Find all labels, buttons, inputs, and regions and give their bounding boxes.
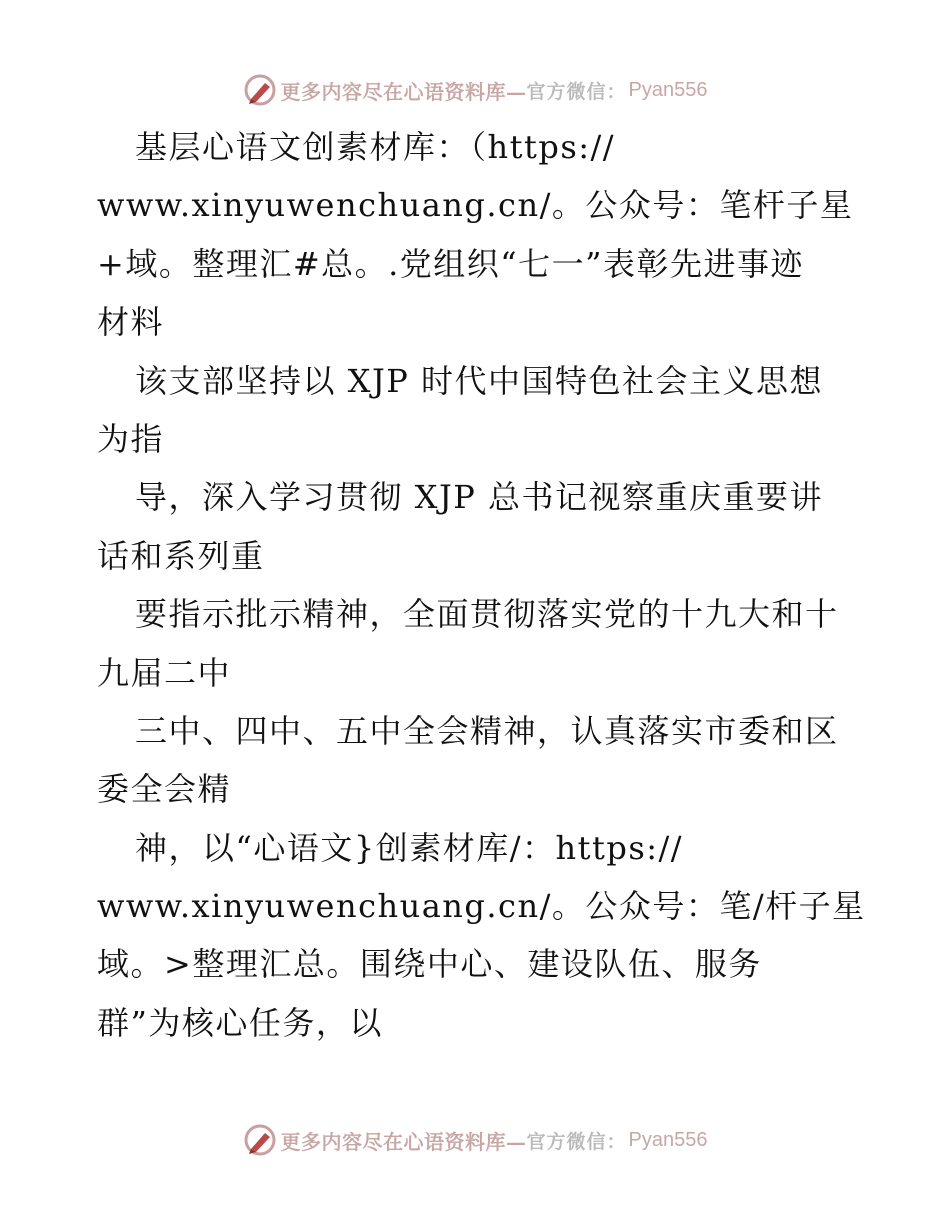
text-line: 话和系列重 xyxy=(97,536,265,575)
banner-wechat-id: Pyan556 xyxy=(628,78,708,101)
pen-logo-icon xyxy=(243,1123,277,1157)
text-line: 神，以“心语文}创素材库/：https:// xyxy=(135,828,684,867)
banner-wechat-label: 官方微信： xyxy=(526,1130,627,1153)
banner-main-text: 更多内容尽在心语资料库— xyxy=(280,79,527,104)
footer-banner xyxy=(0,1120,950,1160)
text-line: 材料 xyxy=(97,303,165,342)
text-line: 该支部坚持以 XJP 时代中国特色社会主义思想 xyxy=(135,361,823,400)
text-line: +域。整理汇#总。.党组织“七一”表彰先进事迹 xyxy=(97,244,805,283)
text-line: 域。>整理汇总。围绕中心、建设队伍、服务 xyxy=(97,945,762,984)
text-line: 要指示批示精神，全面贯彻落实党的十九大和十 xyxy=(135,595,839,634)
text-line: www.xinyuwenchuang.cn/。公众号：笔/杆子星 xyxy=(97,887,866,926)
text-line: 为指 xyxy=(97,419,165,458)
text-line: 基层心语文创素材库：（https:// xyxy=(135,128,616,166)
pen-logo-icon xyxy=(243,73,277,107)
text-line: 九届二中 xyxy=(97,653,232,692)
text-line: 导，深入学习贯彻 XJP 总书记视察重庆重要讲 xyxy=(135,478,823,517)
header-banner xyxy=(0,70,950,110)
text-line: www.xinyuwenchuang.cn/。公众号：笔杆子星 xyxy=(97,186,854,225)
banner-main-text: 更多内容尽在心语资料库— xyxy=(280,1129,527,1154)
text-line: 群”为核心任务，以 xyxy=(97,1003,383,1042)
text-line: 委全会精 xyxy=(97,770,232,809)
banner-wechat-id: Pyan556 xyxy=(628,1128,708,1151)
document-body xyxy=(97,118,867,1052)
banner-wechat-label: 官方微信： xyxy=(526,80,627,103)
text-line: 三中、四中、五中全会精神，认真落实市委和区 xyxy=(135,711,839,750)
